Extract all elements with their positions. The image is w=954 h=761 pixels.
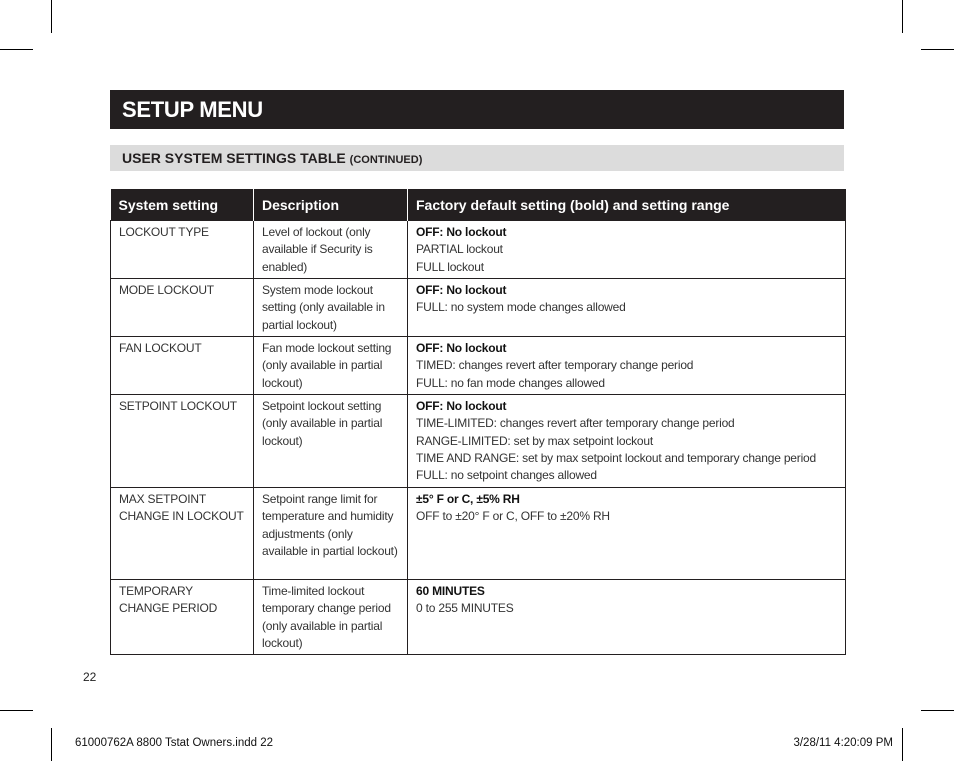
table-row (111, 221, 846, 279)
crop-mark (0, 49, 33, 50)
column-header-system-setting: System setting (111, 189, 254, 221)
range-option: FULL: no setpoint changes allowed (416, 468, 597, 483)
setting-values (408, 488, 846, 580)
table-header-row (111, 189, 846, 221)
setting-description: Fan mode lockout setting (only available in partial lockout) (254, 337, 408, 395)
default-value: OFF: No lockout (416, 283, 507, 297)
setting-values (408, 580, 846, 655)
table-row (111, 488, 846, 580)
setting-name: FAN LOCKOUT (111, 337, 254, 395)
default-value: ±5° F or C, ±5% RH (416, 492, 520, 506)
range-option: TIME AND RANGE: set by max setpoint lockout and temporary change period (416, 450, 816, 465)
crop-mark (902, 0, 903, 33)
range-option: FULL: no fan mode changes allowed (416, 375, 605, 390)
range-option: FULL: no system mode changes allowed (416, 300, 626, 315)
setting-description: Level of lockout (only available if Security is enabled) (254, 221, 408, 279)
setting-values (408, 395, 846, 488)
column-header-description: Description (254, 189, 408, 221)
table-row (111, 337, 846, 395)
range-option: FULL lockout (416, 259, 484, 274)
default-value: OFF: No lockout (416, 225, 507, 239)
range-option: TIME-LIMITED: changes revert after temporary change period (416, 416, 735, 431)
setting-description: Setpoint range limit for temperature and humidity adjustments (only available in partial lockout) (254, 488, 408, 580)
setting-values (408, 279, 846, 337)
range-option: 0 to 255 MINUTES (416, 601, 514, 616)
default-value: 60 MINUTES (416, 584, 485, 598)
default-value: OFF: No lockout (416, 399, 507, 413)
crop-mark (921, 710, 954, 711)
setting-description: Setpoint lockout setting (only available in partial lockout) (254, 395, 408, 488)
footer-file-info: 61000762A 8800 Tstat Owners.indd 22 (75, 737, 273, 749)
crop-mark (921, 49, 954, 50)
crop-mark (51, 0, 52, 33)
section-title-suffix: (CONTINUED) (349, 154, 423, 166)
crop-mark (902, 728, 903, 761)
setting-values (408, 221, 846, 279)
setting-values (408, 337, 846, 395)
setting-name: TEMPORARY CHANGE PERIOD (111, 580, 254, 655)
table-row (111, 279, 846, 337)
page-title: SETUP MENU (110, 90, 844, 129)
range-option: PARTIAL lockout (416, 242, 503, 257)
table-row (111, 580, 846, 655)
setting-name: LOCKOUT TYPE (111, 221, 254, 279)
crop-mark (51, 728, 52, 761)
section-title (110, 145, 844, 171)
column-header-default: Factory default setting (bold) and setting range (408, 189, 846, 221)
footer-timestamp: 3/28/11 4:20:09 PM (793, 737, 893, 749)
default-value: OFF: No lockout (416, 341, 507, 355)
section-title-text: USER SYSTEM SETTINGS TABLE (122, 150, 346, 166)
range-option: OFF to ±20° F or C, OFF to ±20% RH (416, 509, 610, 524)
range-option: RANGE-LIMITED: set by max setpoint lockout (416, 433, 654, 448)
page-number: 22 (83, 670, 97, 684)
crop-mark (0, 710, 33, 711)
setting-description: System mode lockout setting (only available in partial lockout) (254, 279, 408, 337)
settings-table (110, 189, 846, 655)
range-option: TIMED: changes revert after temporary change period (416, 358, 694, 373)
setting-description: Time-limited lockout temporary change period (only available in partial lockout) (254, 580, 408, 655)
table-row (111, 395, 846, 488)
setting-name: MAX SETPOINT CHANGE IN LOCKOUT (111, 488, 254, 580)
setting-name: MODE LOCKOUT (111, 279, 254, 337)
setting-name: SETPOINT LOCKOUT (111, 395, 254, 488)
